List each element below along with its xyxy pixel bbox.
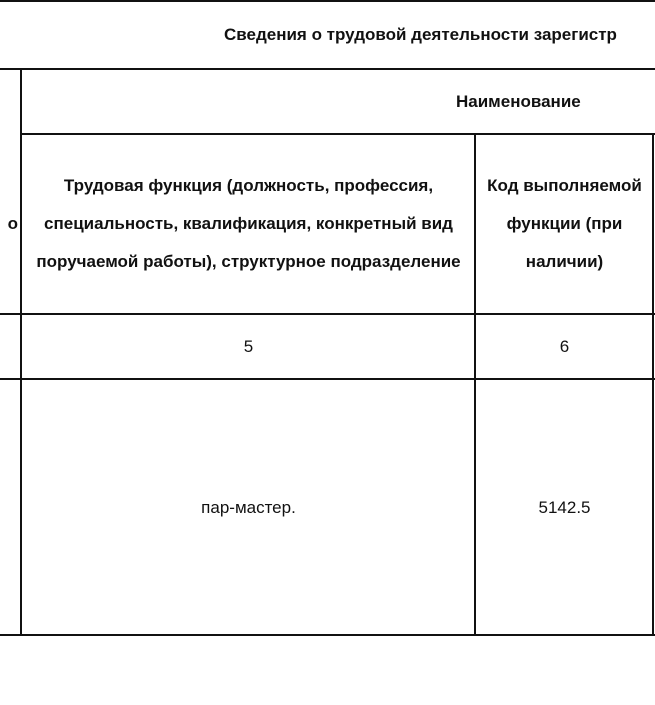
labor-function-value-text: пар-мастер. [201,498,296,517]
function-code-value-text: 5142.5 [538,498,591,517]
group-header-text: Наименование [456,92,581,111]
column-header-function-code-text: Код выполняемой функции (при наличии) [487,176,642,271]
column-number-6-text: 6 [559,337,570,356]
column-number-6 [476,315,653,379]
left-column-fragment-text: о [7,214,18,233]
column-number-5 [22,315,475,379]
labor-function-value [22,380,475,636]
column-header-labor-function [22,134,475,314]
column-header-labor-function-text: Трудовая функция (должность, профессия, специальность, квалификация, конкретный вид поручаемой работы), структурное подразделение [36,176,461,271]
function-code-value [476,380,653,636]
column-number-5-text: 5 [243,337,254,356]
left-column-fragment [0,134,18,314]
table-title [22,0,655,70]
table-title-text: Сведения о трудовой деятельности зарегистр [224,25,617,44]
column-header-function-code [476,134,653,314]
group-header [22,70,655,134]
